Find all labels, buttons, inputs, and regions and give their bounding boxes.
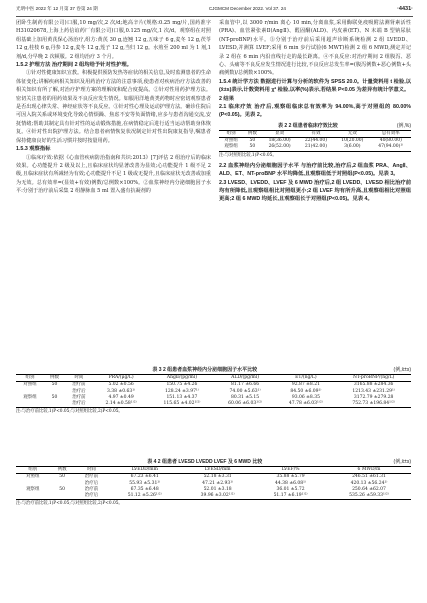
table-cell: 752.73 ±196.84¹⁾²⁾ [336, 401, 411, 408]
table-cell: 52.01 ±3.18 [203, 486, 232, 492]
table-cell [50, 493, 75, 500]
table-cell: 39.96 ±3.02¹⁾²⁾ [181, 493, 254, 500]
section-heading: 1.5.2 护理方法 治疗期间 2 组均给予针对性护理。 [16, 62, 132, 69]
table-header-cell: 无效 [334, 130, 370, 137]
table-cell: 对照组 [26, 474, 40, 480]
table-cell: 92.87 ±8.21 [291, 382, 320, 388]
table-cell: 治疗后 [84, 480, 99, 486]
table-4-unit: (例,x̄±s) [393, 459, 411, 465]
table-2-unit: (例,%) [396, 122, 411, 129]
table-3-title: 表 3 2 组患者血浆神经内分泌细胞因子水平比较 [152, 367, 258, 373]
table-4-title: 表 4 2 组患者 LVESD LVEDD LVEF 及 6 MWD 比较 [147, 459, 263, 465]
table-header-cell: 6 MWD/m [327, 467, 411, 474]
table-header-cell: 组别 [16, 375, 44, 382]
table-header-cell: 例数 [50, 467, 75, 474]
table-header-cell: LVEF/% [254, 467, 327, 474]
table-cell: 52.18 ±3.31 [203, 474, 232, 480]
table-cell: 10(20.00) [341, 138, 364, 144]
table-header-cell: 显效 [261, 130, 297, 137]
table-cell [44, 401, 65, 408]
table-cell: 128.24 ±3.97¹⁾ [164, 388, 199, 394]
section-heading: 1.5.4 统计学方法 数据进行计算与分析的软件为 SPSS 20.0。计量资料用 t 检验,以(x̄±s)表示,计数资料用 χ² 检验,以率(%)表示,若结果 P<0.05 为差异有统计学意义。 [219, 78, 411, 94]
table-cell: 治疗前 [72, 394, 86, 400]
table-cell: 治疗后 [65, 401, 93, 408]
right-column [219, 19, 411, 204]
table-cell: 26(52.00) [261, 144, 297, 151]
table-cell: 150.75 ±4.26 [166, 382, 198, 388]
table-header-cell: 有效 [298, 130, 334, 137]
section-heading: 2 结果 [219, 95, 235, 102]
section-heading: 1.5.3 观察指标 [16, 146, 51, 153]
table-cell: 55.93 ±5.31¹⁾ [129, 480, 161, 486]
table-cell [16, 401, 44, 408]
table-header-cell: 例数 [44, 375, 65, 382]
table-2-title: 表 2 2 组患者临床疗效比较 [278, 122, 338, 129]
body-paragraph: 团卧生制药有限公司)口服,10 mg/次,2 次/d;地高辛片(规格:0.25 mg/片,国药准字 H31020678,上海上药信谊药厂有限公司)口服,0.125 mg/次,1 次/d。观察组在对照组基础上加用黄芪保心汤治疗,组方:黄芪 30 g,连翘 12 g,五味子 6 g,麦冬 12 g,茯苓 12 g,桂枝 6 g,丹参 12 g,麦冬 12 g,莲子 12 g,当归 12 g。水煎至 200 ml 为 1 剂,1 剂/d,分早晚 2 次顿服。2 组均治疗 3 个月。 [16, 20, 211, 60]
table-row [16, 474, 411, 481]
table-header-cell: ALD/(pg/ml) [215, 375, 276, 382]
table-cell: 60.06 ±6.03¹⁾²⁾ [215, 401, 276, 408]
table-cell: 67.23 ±6.41 [130, 474, 159, 480]
table-cell: 观察组 [26, 486, 40, 492]
table-cell: 3(6.00) [334, 144, 370, 151]
table-row [16, 382, 411, 389]
section-heading: 2.3 LVESD、LVEDD、LVEF 及 6 MWD 治疗后,2 组 LVEDD、LVESD 相比治疗前均有所降低,且观察组相比对照组更小;2 组 LVEF 均有所升高,且观察组相比对照组更高;2 组 6 MWD 均延长,且观察组长于对照组(P<0.05)。见表 4。 [219, 179, 411, 203]
table-cell: 治疗前 [84, 486, 99, 492]
table-cell: 420.13 ±56.24¹⁾ [350, 480, 388, 486]
table-header-cell: 组别 [219, 130, 243, 137]
table-header-cell: ET/(ng/L) [275, 375, 336, 382]
table-cell: 观察组 [23, 394, 37, 400]
table-cell: 治疗后 [75, 493, 109, 500]
table-cell [16, 493, 50, 500]
table-row [16, 401, 411, 408]
table-header-cell: NT-proBNP/(ng/L) [336, 375, 411, 382]
table-cell: 40(80.00) [379, 138, 402, 144]
table-2-note: 注:与对照组比较,1)P<0.05。 [219, 152, 277, 158]
table-cell: 3172.79 ±279.28 [353, 394, 394, 400]
table-header-cell: LVESD/mm [181, 467, 254, 474]
table-header-cell: 总有效率 [371, 130, 411, 137]
header-left: 光明中医 2022 年 12 月第 37 卷第 24 期 [16, 6, 98, 11]
table-header-cell: 时间 [65, 375, 93, 382]
section-heading: 2.1 临床疗效 治疗后,观察组临床总有效率为 94.00%,高于对照组的 80.00%(P<0.05)。见表 2。 [219, 104, 411, 119]
table-cell: 3165.88 ±284.36 [353, 382, 394, 388]
table-row [219, 144, 411, 151]
body-paragraph: ①针对性健康知识宣教。积极提供预防发热等症状的相关信息,及时监测患者的生命体征变化;讲解疾病相关知识及用药治疗方法的注意事项,使患者对疾病治疗方法改善的相关知识有所了解,对治疗护理方案的理解度和配合度提高。②针对性用药护理方法。密切关注患者的用药效果及不良反应发生情况。如服用洋地黄类药物时应密切观察患者是否出现心律失常、神经症状等不良反应。③针对性心理及运动护理方法。确诊住院后可因入院关系或环境变化导致心情烦躁、焦虑不安等负面情绪,应多与患者沟通交流,安抚情绪;帮助其制定具有针对性的运动锻炼措施,在病情稳定后进行适当运动帮助身体恢复。④针对性出院护理方法。结合患者病情恢复状况制定针对性出院康复指导,嘱患者保持健康良好的生活习惯并按时按量用药。 [16, 70, 211, 144]
table-cell: 50 [59, 486, 65, 492]
table-cell: 84.50 ±6.09¹⁾ [290, 388, 322, 394]
table-cell: 250.64 ±62.07 [352, 486, 386, 492]
running-header [16, 6, 413, 17]
header-center: CJGMCM December 2022. Vol 37. 24 [208, 6, 286, 11]
table-cell: 5.02 ±0.56 [108, 382, 134, 388]
table-cell: 51.12 ±5.26¹⁾²⁾ [108, 493, 181, 500]
table-header-cell: PRA/(μg/L) [93, 375, 149, 382]
table-cell: 47.21 ±2.93¹⁾ [202, 480, 234, 486]
table-cell: 47.78 ±6.03¹⁾²⁾ [275, 401, 336, 408]
table-cell: 74.00 ±5.63¹⁾ [229, 388, 261, 394]
table-header-cell: LVEDD/mm [108, 467, 181, 474]
table-cell: 47(94.00)¹⁾ [371, 144, 411, 151]
table-header-cell: 组别 [16, 467, 50, 474]
table-cell: 治疗前 [84, 474, 99, 480]
left-column [16, 19, 211, 196]
table-cell: 2.14 ±0.58¹⁾²⁾ [93, 401, 149, 408]
table-cell: 51.17 ±6.19¹⁾²⁾ [254, 493, 327, 500]
table-cell: 36.01 ±5.72 [276, 486, 305, 492]
table-cell: 4.97 ±0.49 [108, 394, 134, 400]
table-3-unit: (例,x̄±s) [393, 367, 411, 373]
table-header-cell: AngⅡ/(pg/ml) [149, 375, 214, 382]
table-cell: 18(36.00) [268, 138, 291, 144]
table-cell: 535.26 ±59.33¹⁾²⁾ [327, 493, 411, 500]
table-row [16, 493, 411, 500]
table-cell: 1213.43 ±231.29¹⁾ [352, 388, 395, 394]
table-cell: 151.13 ±4.37 [166, 394, 198, 400]
table-cell: 50 [51, 394, 58, 400]
table-cell: 115.65 ±4.02¹⁾²⁾ [149, 401, 214, 408]
table-cell: 22(44.00) [304, 138, 328, 144]
table-4-note: 注:与治疗前比较,1)P<0.05;与对照组比较,2)P<0.05。 [16, 501, 123, 507]
table-cell: 对照组 [23, 382, 37, 388]
table-cell: 67.35 ±6.48 [130, 486, 159, 492]
table-cell: 93.06 ±8.35 [291, 394, 320, 400]
table-cell: 治疗后 [72, 388, 86, 394]
table-cell: 治疗前 [72, 382, 86, 388]
table-cell: 81.17 ±6.66 [231, 382, 260, 388]
table-cell: 80.31 ±5.15 [231, 394, 260, 400]
table-cell: 50 [243, 144, 261, 151]
table-cell: 44.38 ±6.08¹⁾ [275, 480, 307, 486]
table-cell: 50 [59, 474, 65, 480]
table-2 [219, 122, 411, 159]
table-3-note: 注:与治疗前比较,1)P<0.05;与对照组比较,2)P<0.05。 [16, 409, 123, 415]
table-cell: 3.38 ±0.63¹⁾ [107, 388, 136, 394]
table-header-cell: 例数 [243, 130, 261, 137]
table-cell: 246.51 ±61.31 [352, 474, 386, 480]
table-cell: 50 [249, 138, 256, 144]
table-4 [16, 458, 411, 507]
table-3 [16, 366, 411, 415]
body-paragraph: 采血管中,以 3000 r/min 离心 10 min,分离血浆,采用酶联免疫吸附法测肾素活性(PRA)、血管紧张素Ⅱ(AngⅡ)、醛固酮(ALD)、内皮素(ET)、N 末端 B 型钠尿肽(NT-proBNP)水平。③分别于治疗前后采用超声诊断系统检测 2 组 LVEDD、LVESD,并测算 LVEF;采用 6 min 步行试验(6 MWT)检测 2 组 6 MWD,测定并记录 2 组在 6 min 内沿直线行走的最长距离。④不良反应:对治疗期间 2 组腹泻、恶心、头痛等不良反应发生情况进行比较,不良反应总发生率=(腹泻例数+恶心例数+头痛例数)/总例数×100%。 [219, 20, 411, 77]
table-cell: 对照组 [224, 138, 238, 144]
body-paragraph: ①临床疗效:依据《心血管疾病防治指南和共识:2013》[7]评估 2 组治疗后的临床效果。心功能提升 2 级及以上,且临床症状均显著改善为显效;心功能提升 1 级不足 2 级,且临床症状有所减轻为有效;心功能提升不足 1 级或无提升,且临床症状无改善或加重为无效。总有效率=(显效+有效)例数/总例数×100%。②血浆神经内分泌细胞因子水平:分别于治疗前后采集 2 组静脉血 5 ml 置入盛有抗凝剂的 [16, 154, 211, 195]
table-cell: 观察组 [219, 144, 243, 151]
section-heading: 2.2 血浆神经内分泌细胞因子水平 与治疗前比较,治疗后,2 组血浆 PRA、AngⅡ、ALD、ET、NT-proBNP 水平均降低,且观察组低于对照组(P<0.05)。见表 3。 [219, 162, 411, 178]
page-number: ·4431· [397, 6, 413, 12]
table-header-cell: 时间 [75, 467, 109, 474]
table-cell: 21(42.00) [298, 144, 334, 151]
table-cell: 50 [51, 382, 58, 388]
table-cell: 35.88 ±5.79 [276, 474, 305, 480]
